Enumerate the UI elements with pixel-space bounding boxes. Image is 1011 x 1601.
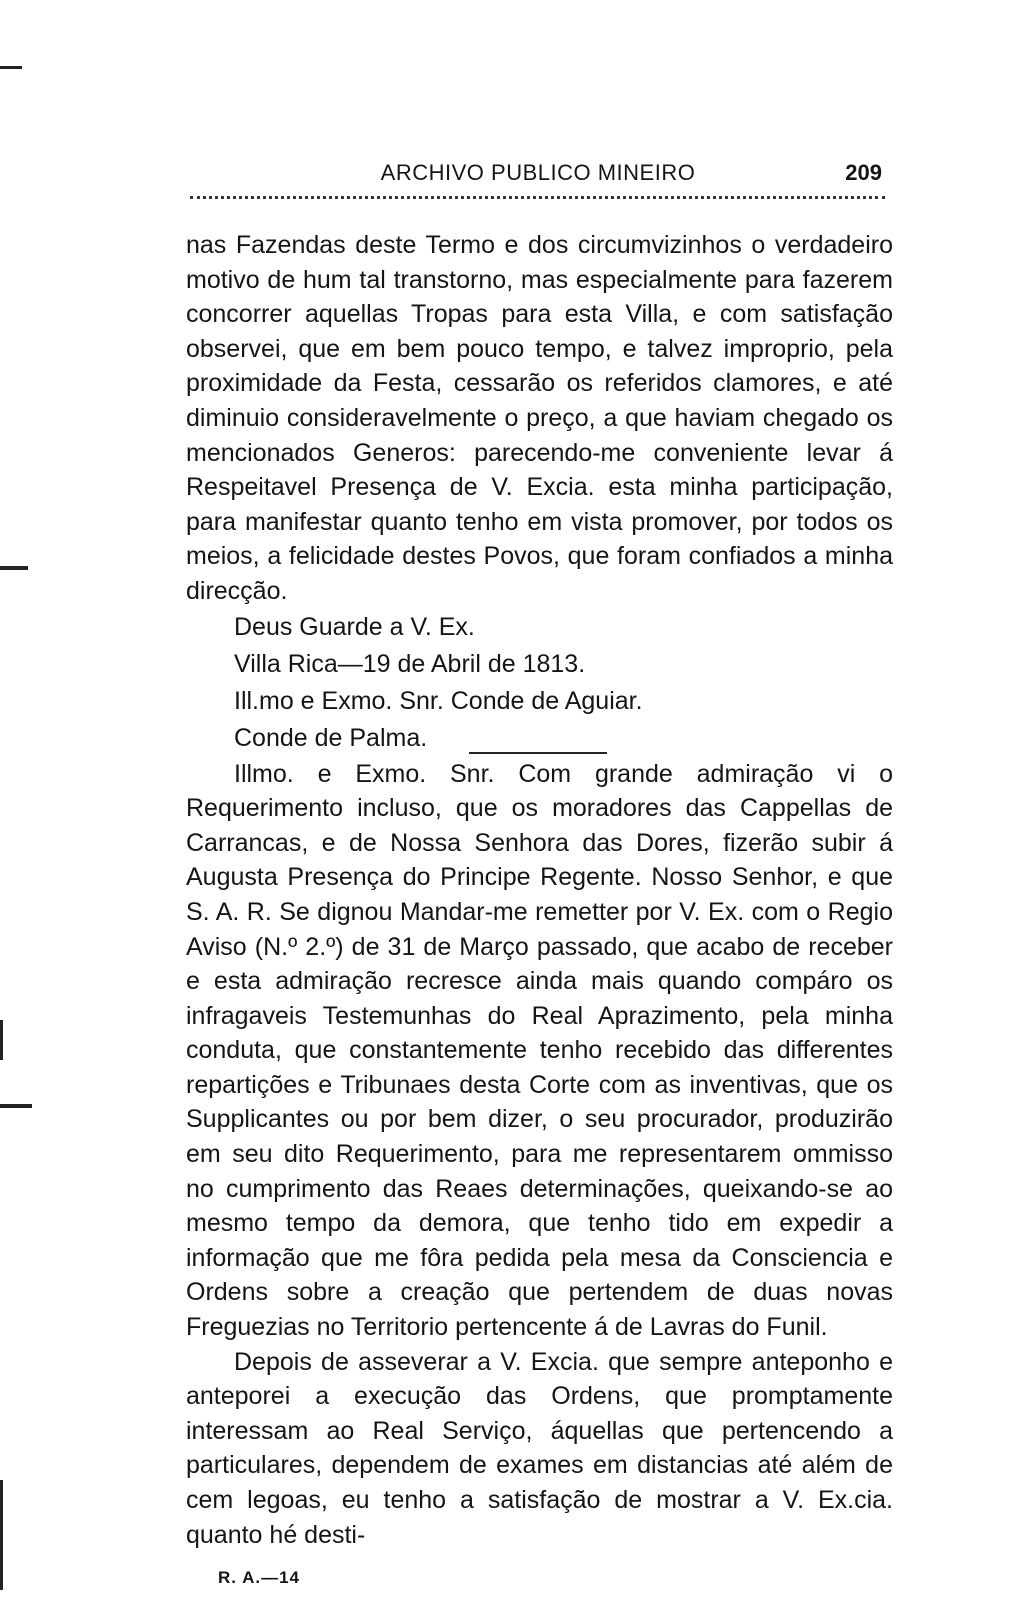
running-head: ARCHIVO PUBLICO MINEIRO [380,160,696,185]
page-number: 209 [845,160,882,185]
margin-mark [0,66,22,69]
paragraph: nas Fazendas deste Termo e dos circumvizinhos o verdadeiro motivo de hum tal transtorno, mas especialmente para fazerem concorrer aquellas Tropas para esta Villa, e com satisfação observei, que em bem pouco tempo, e talvez improprio, pela proximidade da Festa, cessarão os referidos clamores, e até diminuio consideravelmente o preço, a que haviam chegado os mencionados Generos: parecendo-me conveniente levar á Respeitavel Presença de V. Excia. esta minha participação, para manifestar quanto tenho em vista promover, por todos os meios, a felicidade destes Povos, que foram confiados a minha direcção. [186,231,893,605]
margin-mark [0,1020,3,1060]
paragraph: Illmo. e Exmo. Snr. Com grande admiração vi o Requerimento incluso, que os moradores das Cappellas de Carrancas, e de Nossa Senhora das Dores, fizerão subir á Augusta Presença do Principe Regente. Nosso Senhor, e que S. A. R. Se dignou Mandar-me remetter por V. Ex. com o Regio Aviso (N.º 2.º) de 31 de Março passado, que acabo de receber e esta admiração recresce ainda mais quando compáro os infragaveis Testemunhas do Real Aprazimento, pela minha conduta, que constantemente tenho recebido das differentes repartições e Tribunaes desta Corte com as inventivas, que os Supplicantes ou por bem dizer, o seu procurador, produzirão em seu dito Requerimento, para me representarem ommisso no cumprimento das Reaes determinações, queixando-se ao mesmo tempo da demora, que tenho tido em expedir a informação que me fôra pedida pela mesa da Consciencia e Ordens sobre a creação que pertendem de duas novas Freguezias no Territorio pertencente á de Lavras do Funil. [186,759,893,1342]
closing-signature-line [186,720,893,757]
header-rule [190,196,885,199]
margin-mark [0,566,28,570]
section-separator [469,752,607,754]
body-text [186,228,893,1552]
signature-mark: R. A.—14 [218,1568,301,1587]
closing-signature: Conde de Palma. [234,723,428,752]
closing-addressee: Ill.mo e Exmo. Snr. Conde de Aguiar. [234,686,643,715]
closing-greeting: Deus Guarde a V. Ex. [234,612,475,641]
page-header [188,160,888,194]
paragraph: Depois de asseverar a V. Excia. que sempre anteponho e anteporei a execução das Ordens, que promptamente interessam ao Real Serviço, áquellas que pertencendo a particulares, dependem de exames em distancias até além de cem legoas, eu tenho a satisfação de mostrar a V. Ex.cia. quanto hé desti- [186,1347,893,1549]
margin-mark [0,1104,32,1108]
margin-mark [0,1480,3,1590]
closing-place-date: Villa Rica—19 de Abril de 1813. [234,649,586,678]
